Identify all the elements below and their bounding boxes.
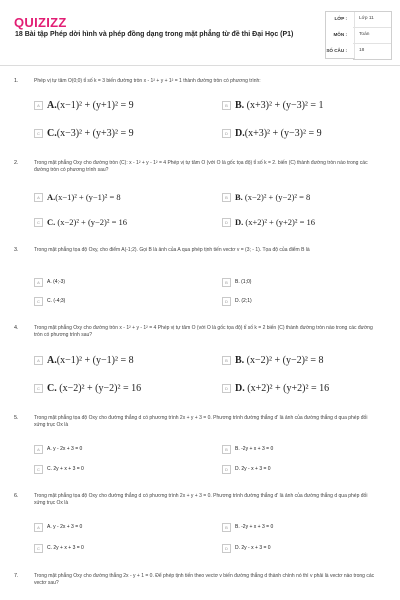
option-prefix: B.	[235, 100, 245, 111]
question-text: Trong mặt phẳng Oxy cho đường tròn (C): x - 1² + y - 1² = 4 Phép vị tự tâm O (với O là gốc tọa độ) tỉ số k = 2. biến (C) thành đường tròn nào trong các đường tròn có phương trình sau?	[34, 160, 368, 173]
option-letter-box: D	[222, 465, 231, 474]
option-text: -2y + x + 3 = 0	[241, 446, 274, 452]
option-text: (-4;3)	[53, 298, 66, 304]
info-row-subject	[333, 28, 391, 44]
option-letter-box: C	[34, 218, 43, 227]
subject-value: Toán	[359, 32, 370, 37]
question-text: Trong mặt phẳng tọa độ Oxy cho đường thẳng d có phương trình 2x + y + 3 = 0. Phương trình đường thẳng d' là ảnh của đường thẳng d qua phép đối xứng trục Ox là	[34, 415, 368, 428]
option-text: y - 2x + 3 = 0	[53, 524, 83, 530]
option-prefix: B.	[235, 279, 240, 285]
option-text: (x−2)² + (y−2)² = 16	[59, 383, 142, 394]
option-letter-box: D	[222, 297, 231, 306]
option-letter-box: D	[222, 218, 231, 227]
option-letter-box: B	[222, 356, 231, 365]
option-prefix: D.	[235, 545, 240, 551]
option-prefix: D.	[235, 217, 244, 227]
option-letter-box: C	[34, 297, 43, 306]
option-letter-box: C	[34, 465, 43, 474]
option-letter-box: B	[222, 101, 231, 110]
option-letter-box: B	[222, 445, 231, 454]
option-prefix: A.	[47, 279, 52, 285]
option-prefix: A.	[47, 446, 52, 452]
question-number: 3.	[14, 247, 19, 253]
option-prefix: D.	[235, 298, 240, 304]
question-number: 7.	[14, 573, 19, 579]
option-text: (x−1)² + (y−1)² = 8	[55, 192, 121, 202]
question-text: Trong mặt phẳng tọa độ Oxy cho đường thẳng d có phương trình 2x + y + 3 = 0. Phương trình đường thẳng d' là ảnh của đường thẳng d qua phép đối xứng trục Ox là	[34, 493, 368, 506]
option-text: (x−2)² + (y−2)² = 8	[244, 192, 311, 202]
question-number: 2.	[14, 160, 19, 166]
option-letter-box: A	[34, 445, 43, 454]
info-row-count	[326, 44, 391, 59]
option-text: (x+3)² + (y−3)² = 9	[244, 128, 322, 139]
option-text: (x+3)² + (y−3)² = 1	[246, 100, 324, 111]
option-text: (x−2)² + (y−2)² = 16	[57, 217, 127, 227]
option-text: 2y + x + 3 = 0	[53, 466, 84, 472]
option-letter-box: B	[222, 278, 231, 287]
option-text: y - 2x + 3 = 0	[53, 446, 83, 452]
class-info-box	[326, 11, 392, 60]
option-prefix: D.	[235, 383, 245, 394]
question-text: Phép vị tự tâm O(0;0) tỉ số k = 3 biến đường tròn x - 1² + y + 1² = 1 thành đường tròn có phương trình:	[34, 78, 261, 84]
option-prefix: C.	[47, 383, 57, 394]
option-prefix: D.	[235, 466, 240, 472]
option-text: (2;1)	[241, 298, 252, 304]
option-text: 2y - x + 3 = 0	[241, 545, 271, 551]
option-prefix: C.	[47, 545, 52, 551]
option-text: (x−1)² + (y−1)² = 8	[56, 355, 134, 366]
question-number: 1.	[14, 78, 19, 84]
option-prefix: B.	[235, 192, 243, 202]
option-prefix: B.	[235, 446, 240, 452]
info-row-class	[334, 12, 391, 28]
option-prefix: C.	[47, 128, 57, 139]
option-letter-box: A	[34, 101, 43, 110]
question-number: 5.	[14, 415, 19, 421]
option-letter-box: B	[222, 193, 231, 202]
question-text: Trong mặt phẳng tọa độ Oxy, cho điểm A(-1;2). Gọi B là ảnh của A qua phép tịnh tiến vectơ v = (3; - 1). Tọa độ của điểm B là	[34, 247, 310, 253]
option-text: (x−3)² + (y+3)² = 9	[56, 128, 134, 139]
option-text: (x−2)² + (y−2)² = 8	[246, 355, 324, 366]
option-prefix: C.	[47, 298, 52, 304]
option-prefix: B.	[235, 524, 240, 530]
option-text: (x+2)² + (y+2)² = 16	[247, 383, 330, 394]
question-text: Trong mặt phẳng Oxy cho đường thẳng 2x - y + 1 = 0. Để phép tịnh tiến theo vectơ v biến đường thẳng d thành chính nó thì v phải là vectơ nào trong các vectơ sau?	[34, 573, 375, 586]
class-label: LỚP :	[334, 16, 347, 21]
option-text: (x+2)² + (y+2)² = 16	[245, 217, 315, 227]
question-number: 6.	[14, 493, 19, 499]
option-letter-box: A	[34, 278, 43, 287]
option-letter-box: C	[34, 129, 43, 138]
option-letter-box: A	[34, 193, 43, 202]
option-prefix: A.	[47, 355, 57, 366]
option-prefix: C.	[47, 466, 52, 472]
option-prefix: B.	[235, 355, 245, 366]
option-letter-box: C	[34, 544, 43, 553]
option-prefix: A.	[47, 100, 57, 111]
option-letter-box: D	[222, 544, 231, 553]
option-prefix: D.	[235, 128, 245, 139]
question-text: Trong mặt phẳng Oxy cho đường tròn x - 1² + y - 1² = 4 Phép vị tự tâm O (với O là gốc tọa độ) tỉ số k = 2 biến (C) thành đường tròn nào trong các đường tròn có phương trình sau?	[34, 325, 373, 338]
option-prefix: A.	[47, 192, 56, 202]
option-letter-box: D	[222, 384, 231, 393]
option-letter-box: C	[34, 384, 43, 393]
question-count-value: 18	[359, 48, 365, 53]
header-divider	[0, 65, 400, 66]
option-text: (4;-3)	[53, 279, 66, 285]
quizizz-logo: QUIZIZZ	[14, 15, 67, 30]
subject-label: MÔN :	[333, 32, 347, 37]
option-prefix: C.	[47, 217, 56, 227]
question-count-label: SỐ CÂU :	[326, 48, 347, 53]
option-text: 2y - x + 3 = 0	[241, 466, 271, 472]
class-value: Lớp 11	[359, 16, 374, 21]
option-letter-box: A	[34, 523, 43, 532]
option-letter-box: B	[222, 523, 231, 532]
question-number: 4.	[14, 325, 19, 331]
option-letter-box: D	[222, 129, 231, 138]
option-text: (x−1)² + (y+1)² = 9	[56, 100, 134, 111]
option-text: (1;0)	[241, 279, 252, 285]
option-text: 2y + x + 3 = 0	[53, 545, 84, 551]
option-letter-box: A	[34, 356, 43, 365]
option-prefix: A.	[47, 524, 52, 530]
option-text: -2y + x + 3 = 0	[241, 524, 274, 530]
worksheet-title: 18 Bài tập Phép dời hình và phép đồng dạng trong mặt phẳng từ đề thi Đại Học (P1)	[15, 31, 294, 38]
